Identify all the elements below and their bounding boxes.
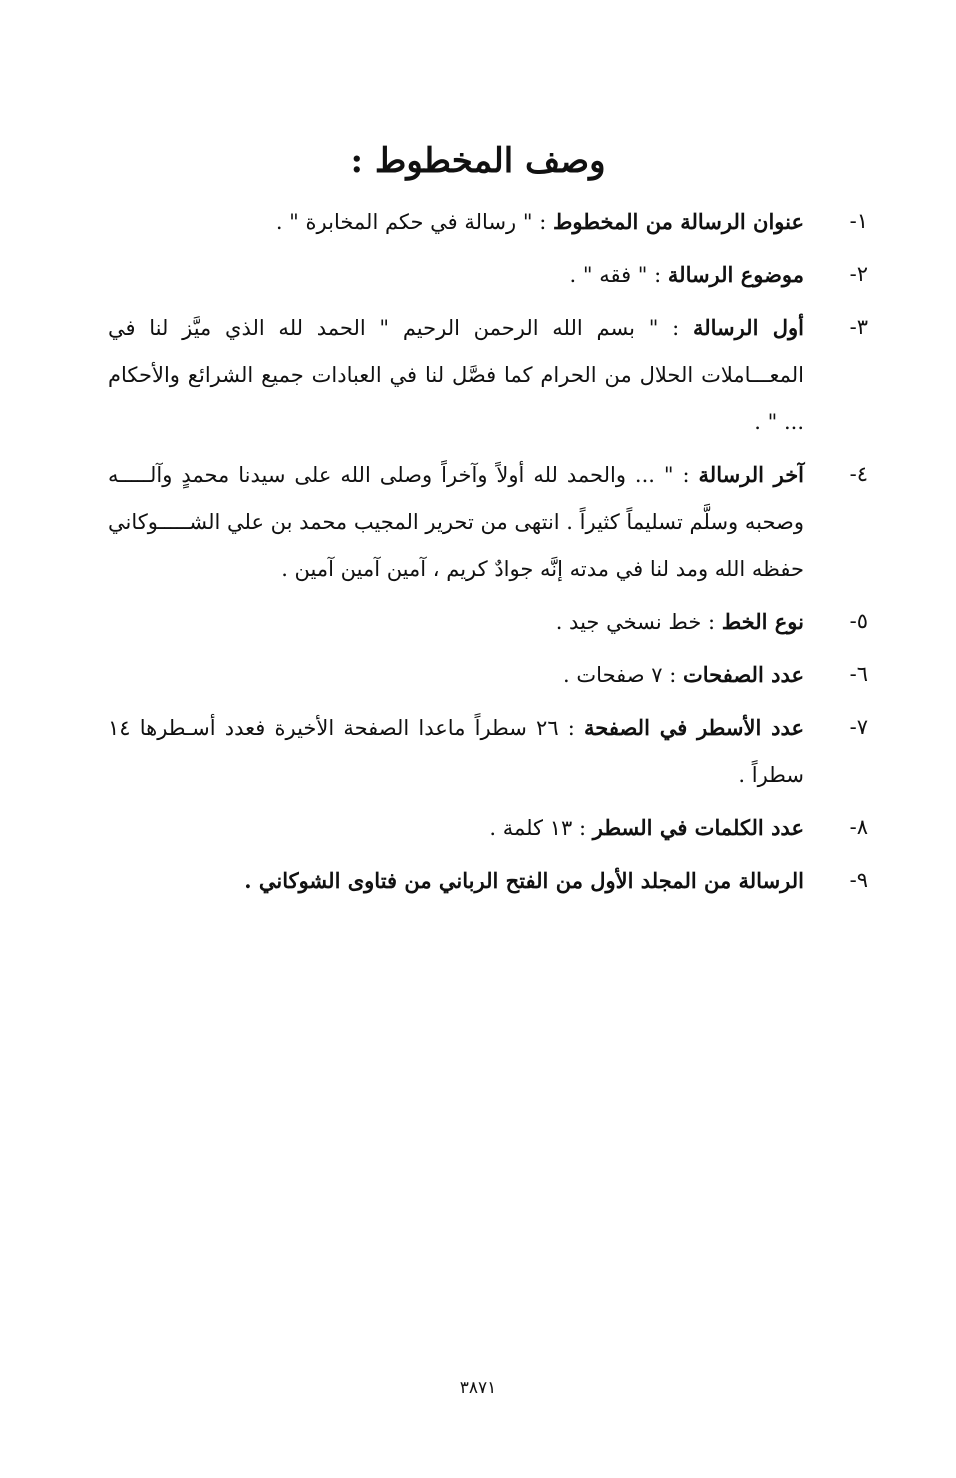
item-content bbox=[108, 451, 804, 593]
list-item bbox=[108, 451, 868, 593]
list-item bbox=[108, 804, 868, 852]
item-label: عدد الصفحات bbox=[682, 662, 804, 687]
item-content bbox=[108, 251, 804, 299]
item-text: : ١٣ كلمة . bbox=[489, 816, 593, 840]
item-label: نوع الخط bbox=[721, 609, 804, 634]
item-content bbox=[108, 198, 804, 246]
item-label: الرسالة من المجلد الأول من الفتح الرباني من فتاوى الشوكاني . bbox=[244, 868, 804, 893]
list-item bbox=[108, 304, 868, 446]
item-content bbox=[108, 857, 804, 905]
item-content bbox=[108, 651, 804, 699]
item-number: ٨- bbox=[849, 815, 868, 839]
item-number: ٥- bbox=[849, 609, 868, 633]
item-content bbox=[108, 598, 804, 646]
item-number: ٧- bbox=[849, 715, 868, 739]
item-label: موضوع الرسالة bbox=[667, 262, 804, 287]
item-content bbox=[108, 304, 804, 446]
item-number: ٤- bbox=[849, 462, 868, 486]
page-title: وصف المخطوط : bbox=[350, 141, 606, 181]
item-number: ١- bbox=[849, 209, 868, 233]
item-content bbox=[108, 804, 804, 852]
item-text: : " فقه " . bbox=[569, 263, 668, 287]
item-text: : " ... والحمد لله أولاً وآخراً وصلى الله على سيدنا محمدٍ وآلـــــه وصحبه وسلَّم تسليماً كثيراً . انتهى من تحرير المجيب محمد بن علي الشـــــوكاني حفظه الله ومد لنا في مدته إنَّه جوادٌ كريم ، آمين آمين آمين . bbox=[108, 463, 804, 581]
item-label: أول الرسالة bbox=[692, 315, 804, 340]
manuscript-description-list bbox=[108, 198, 868, 910]
item-label: عدد الأسطر في الصفحة bbox=[584, 715, 804, 740]
item-content bbox=[108, 704, 804, 799]
item-text: : خط نسخي جيد . bbox=[555, 610, 722, 634]
item-text: : ٢٦ سطراً ماعدا الصفحة الأخيرة فعدد أسـطرها ١٤ سطراً . bbox=[108, 716, 804, 787]
item-text: : ٧ صفحات . bbox=[563, 663, 683, 687]
item-number: ٢- bbox=[849, 262, 868, 286]
list-item bbox=[108, 198, 868, 246]
item-number: ٣- bbox=[849, 315, 868, 339]
item-number: ٩- bbox=[849, 868, 868, 892]
item-label: عدد الكلمات في السطر bbox=[592, 815, 804, 840]
item-number: ٦- bbox=[849, 662, 868, 686]
item-text: : " بسم الله الرحمن الرحيم " الحمد لله الذي ميَّز لنا في المعـــاملات الحلال من الحرام كما فصَّل لنا في العبادات جميع الشرائع والأحكام ... " . bbox=[108, 316, 804, 434]
list-item bbox=[108, 598, 868, 646]
item-label: آخر الرسالة bbox=[698, 462, 805, 487]
list-item bbox=[108, 251, 868, 299]
item-text: : " رسالة في حكم المخابرة " . bbox=[275, 210, 553, 234]
page-number: ٣٨٧١ bbox=[459, 1378, 497, 1398]
list-item bbox=[108, 704, 868, 799]
list-item bbox=[108, 651, 868, 699]
item-label: عنوان الرسالة من المخطوط bbox=[552, 209, 804, 234]
list-item bbox=[108, 857, 868, 905]
